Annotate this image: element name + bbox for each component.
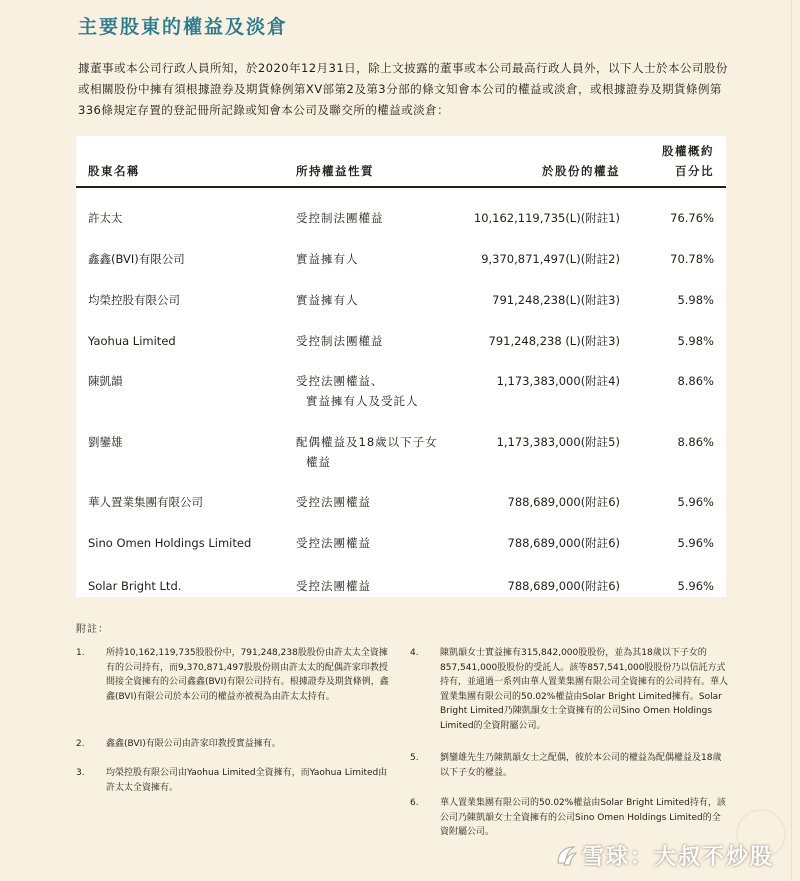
page-decorative-line	[791, 0, 792, 881]
cell-nature-line2: 實益擁有人及受託人	[306, 394, 419, 408]
cell-percentage: 5.98%	[677, 334, 714, 348]
cell-name: 均榮控股有限公司	[88, 293, 180, 307]
cell-percentage: 5.98%	[677, 293, 714, 307]
note-number: 4.	[410, 648, 419, 658]
cell-name: 華人置業集團有限公司	[88, 495, 203, 509]
cell-nature-line2: 權益	[306, 455, 331, 469]
cell-name: 陳凱韻	[88, 374, 123, 388]
cell-nature: 受控制法團權益	[296, 211, 384, 225]
cell-percentage: 8.86%	[677, 435, 714, 449]
header-percentage-line1: 股權概約	[662, 144, 714, 158]
note-text: 均榮控股有限公司由Yaohua Limited全資擁有，而Yaohua Limited由許太太全資擁有。	[106, 768, 388, 793]
cell-name: Sino Omen Holdings Limited	[88, 536, 252, 550]
cell-shares: 10,162,119,735(L)(附註1)	[473, 211, 620, 225]
cell-nature	[296, 371, 471, 411]
cell-shares: 788,689,000(附註6)	[507, 579, 620, 593]
note-number: 6.	[410, 798, 419, 808]
header-name: 股東名稱	[88, 164, 140, 178]
cell-nature: 受控制法團權益	[296, 334, 384, 348]
note-number: 5.	[410, 753, 419, 763]
cell-shares: 1,173,383,000(附註4)	[496, 374, 620, 388]
cell-name: 許太太	[88, 211, 123, 225]
note-text: 劉鑾雄先生乃陳凱韻女士之配偶，彼於本公司的權益為配偶權益及18歲以下子女的權益。	[440, 753, 722, 778]
cell-nature: 受控法團權益	[296, 536, 371, 550]
cell-shares: 791,248,238 (L)(附註3)	[488, 334, 620, 348]
watermark-text: 雪球：大叔不炒股	[581, 845, 774, 870]
cell-nature-line1: 配偶權益及18歲以下子女	[296, 435, 438, 449]
note-text: 所持10,162,119,735股股份中，791,248,238股股份由許太太全資擁有的公司持有，而9,370,871,497股股份則由許太太的配偶許家印教授間接全資擁有的公司鑫鑫(BVI)有限公司持有。根據證券及期貨條例，鑫鑫(BVI)有限公司於本公司的權益亦被視為由許太太持有。	[106, 648, 389, 702]
cell-name: Yaohua Limited	[88, 334, 176, 348]
header-percentage-line2: 百分比	[675, 164, 714, 178]
notes-title: 附註：	[76, 624, 109, 635]
cell-nature: 受控法團權益	[296, 495, 371, 509]
section-title: 主要股東的權益及淡倉	[78, 16, 289, 38]
cell-nature	[296, 432, 471, 472]
cell-shares: 788,689,000(附註6)	[507, 495, 620, 509]
header-shares: 於股份的權益	[542, 164, 620, 178]
cell-shares: 788,689,000(附註6)	[507, 536, 620, 550]
cell-name: 劉鑾雄	[88, 435, 123, 449]
cell-nature: 實益擁有人	[296, 252, 359, 266]
cell-nature-line1: 受控法團權益、	[296, 374, 384, 388]
cell-percentage: 76.76%	[670, 211, 714, 225]
cell-nature: 受控法團權益	[296, 579, 371, 593]
note-number: 2.	[76, 739, 85, 749]
cell-percentage: 5.96%	[677, 579, 714, 593]
cell-name: Solar Bright Ltd.	[88, 579, 182, 593]
cell-percentage: 70.78%	[670, 252, 714, 266]
table-header	[76, 136, 726, 188]
cell-percentage: 5.96%	[677, 495, 714, 509]
cell-name: 鑫鑫(BVI)有限公司	[88, 252, 185, 266]
intro-paragraph: 據董事或本公司行政人員所知，於2020年12月31日，除上文披露的董事或本公司最高行政人員外，以下人士於本公司股份或相關股份中擁有須根據證券及期貨條例第XV部第2及第3分部的條文知會本公司的權益或淡倉，或根據證券及期貨條例第336條規定存置的登記冊所記錄或知會本公司及聯交所的權益或淡倉：	[78, 61, 728, 117]
cell-nature: 實益擁有人	[296, 293, 359, 307]
cell-percentage: 5.96%	[677, 536, 714, 550]
snowball-logo-icon	[552, 841, 580, 869]
note-text: 鑫鑫(BVI)有限公司由許家印教授實益擁有。	[106, 739, 281, 749]
header-nature: 所持權益性質	[296, 164, 374, 178]
note-text: 華人置業集團有限公司的50.02%權益由Solar Bright Limited持有，該公司乃陳凱韻女士全資擁有的公司Sino Omen Holdings Limited的全資附屬公司。	[440, 798, 726, 837]
cell-shares: 1,173,383,000(附註5)	[496, 435, 620, 449]
note-number: 3.	[76, 768, 85, 778]
note-text: 陳凱韻女士實益擁有315,842,000股股份，並為其18歲以下子女的857,541,000股股份的受託人。該等857,541,000股股份乃以信託方式持有，並通過一系列由華人置業集團有限公司全資擁有的公司持有。華人置業集團有限公司的50.02%權益由Solar Bright Limited擁有。Solar Bright Limited乃陳凱韻女士全資擁有的公司Sino Omen Holdings Limited的全資附屬公司。	[440, 648, 729, 731]
shareholders-table	[76, 136, 726, 597]
note-number: 1.	[76, 648, 85, 658]
cell-percentage: 8.86%	[677, 374, 714, 388]
cell-shares: 9,370,871,497(L)(附註2)	[481, 252, 620, 266]
cell-shares: 791,248,238(L)(附註3)	[492, 293, 620, 307]
